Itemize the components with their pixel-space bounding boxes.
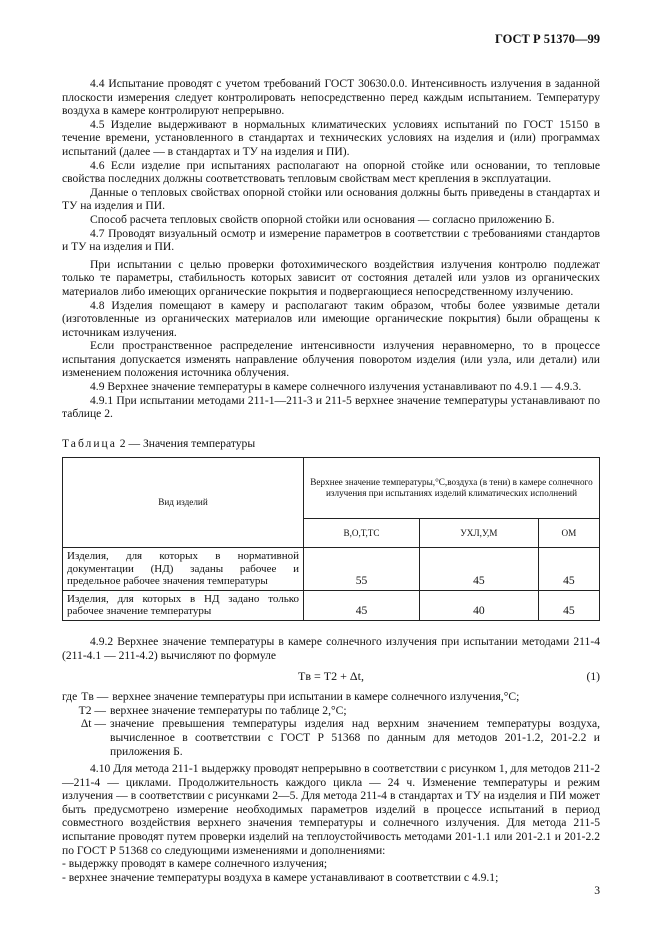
table-caption-word: Таблица — [62, 436, 117, 450]
row-1-kind: Изделия, для которых в нормативной документации (НД) заданы рабочее и предельное рабочее значения температуры — [63, 548, 304, 591]
equation-number: (1) — [586, 670, 600, 684]
header-kind: Вид изделий — [63, 458, 304, 548]
paragraph-4-9-1: 4.9.1 При испытании методами 211-1—211-3 и 211-5 верхнее значение температуры устанавливают по таблице 2. — [62, 393, 600, 421]
where-text: верхнее значение температуры по таблице 2,°С; — [110, 703, 347, 717]
where-symbol: T2 — — [78, 703, 106, 717]
paragraph-4-6-method: Способ расчета тепловых свойств опорной стойки или основания — согласно приложению Б. — [90, 212, 555, 226]
header-col-1: В,О,Т,ТС — [304, 519, 420, 548]
where-symbol: Δt — — [80, 717, 106, 731]
where-item — [62, 690, 600, 704]
table-row — [63, 590, 600, 620]
paragraph-4-9-2: 4.9.2 Верхнее значение температуры в камере солнечного излучения при испытании методами 211-4 (211-4.1 — 211-4.2) вычисляют по формуле — [62, 634, 600, 662]
where-text: верхнее значение температуры при испытании в камере солнечного излучения,°С; — [112, 690, 520, 704]
temperature-table — [62, 457, 600, 621]
formula: Tв = T2 + Δt, — [298, 669, 364, 684]
page-content — [62, 77, 600, 884]
row-1-value-1: 55 — [304, 548, 420, 591]
header-col-2: УХЛ,У,М — [420, 519, 539, 548]
header-group: Верхнее значение температуры,°С,воздуха (в тени) в камере солнечного излучения при испытаниях изделий климатических исполнений — [304, 458, 600, 519]
paragraph-4-10: 4.10 Для метода 211-1 выдержку проводят непрерывно в соответствии с рисунком 1, для методов 211-2—211-4 — циклами. Продолжительность каждого цикла — 24 ч. Изменение температуры и режим излучения — в соответствии с рисунками 2—5. Для метода 211-4 в стандартах и ТУ на изделия и ПИ может быть предусмотрено измерение необходимых параметров изделий в процессе испытаний в период совместного воздействия верхнего значения температуры и солнечного излучения. Для метода 211-5 испытание проводят путем проверки изделий на теплоустойчивость методами 201-1.1 или 201-2.1 и 201-2.2 по ГОСТ Р 51368 со следующими изменениями и дополнениями: — [62, 762, 600, 857]
table-caption — [62, 437, 600, 451]
where-item — [62, 717, 600, 758]
page-number: 3 — [594, 884, 600, 897]
paragraph-4-4: 4.4 Испытание проводят с учетом требований ГОСТ 30630.0.0. Интенсивность излучения в заданной плоскости измерения следует контролировать непосредственно перед каждым испытанием. Температуру воздуха в камере контролируют непрерывно. — [62, 77, 600, 118]
row-2-kind: Изделия, для которых в НД задано только рабочее значение температуры — [63, 590, 304, 620]
paragraph-4-7-photochemical: При испытании с целью проверки фотохимического воздействия излучения контролю подлежат только те параметры, стабильность которых зависит от состояния деталей или узлов из органических материалов либо имеющих органические покрытия и подвергающиеся непосредственному излучению. — [62, 257, 600, 298]
list-item: - верхнее значение температуры воздуха в камере устанавливают в соответствии с 4.9.1; — [62, 870, 499, 884]
where-item — [62, 704, 600, 718]
table-row — [63, 548, 600, 591]
where-symbol: Tв — — [81, 690, 109, 704]
paragraph-4-5: 4.5 Изделие выдерживают в нормальных климатических условиях испытаний по ГОСТ 15150 в течение времени, установленного в стандартах и технических условиях на изделия и (или) программах испытаний (далее — в стандартах и ТУ на изделия и ПИ). — [62, 117, 600, 158]
row-2-value-2: 40 — [420, 590, 539, 620]
list-item: - выдержку проводят в камере солнечного излучения; — [62, 857, 328, 871]
paragraph-4-7: 4.7 Проводят визуальный осмотр и измерение параметров в соответствии с требованиями стандартов и ТУ на изделия и ПИ. — [62, 226, 600, 254]
row-1-value-3: 45 — [538, 548, 599, 591]
row-2-value-3: 45 — [538, 590, 599, 620]
paragraph-4-9: 4.9 Верхнее значение температуры в камере солнечного излучения устанавливают по 4.9.1 — 4.9.3. — [90, 380, 582, 394]
row-2-value-1: 45 — [304, 590, 420, 620]
document-code: ГОСТ Р 51370—99 — [494, 32, 600, 46]
paragraph-4-6-data: Данные о тепловых свойствах опорной стойки или основания должны быть приведены в стандартах и ТУ на изделия и ПИ. — [62, 185, 600, 213]
where-lead: где — [62, 690, 78, 704]
where-text: значение превышения температуры изделия над верхним значением температуры воздуха, вычисленное в соответствии с ГОСТ Р 51368 по данным для методов 201-1.2, 201-2.2 и приложения Б. — [110, 717, 600, 758]
paragraph-4-8: 4.8 Изделия помещают в камеру и располагают таким образом, чтобы более уязвимые детали (изготовленные из органических материалов или имеющие органические покрытия) были обращены к источникам излучения. — [62, 298, 600, 339]
paragraph-4-6: 4.6 Если изделие при испытаниях располагают на опорной стойке или основании, то тепловые свойства последних должны соответствовать тепловым свойствам мест крепления в эксплуатации. — [62, 158, 600, 186]
table-caption-title: 2 — Значения температуры — [116, 436, 256, 450]
formula-row — [62, 668, 600, 690]
header-col-3: ОМ — [538, 519, 599, 548]
row-1-value-2: 45 — [420, 548, 539, 591]
paragraph-4-8-distribution: Если пространственное распределение интенсивности излучения неравномерно, то в процессе испытания допускается изменять направление облучения поворотом изделия (или узла, или детали) или изменением положения источника облучения. — [62, 339, 600, 380]
table-header-row — [63, 458, 600, 519]
